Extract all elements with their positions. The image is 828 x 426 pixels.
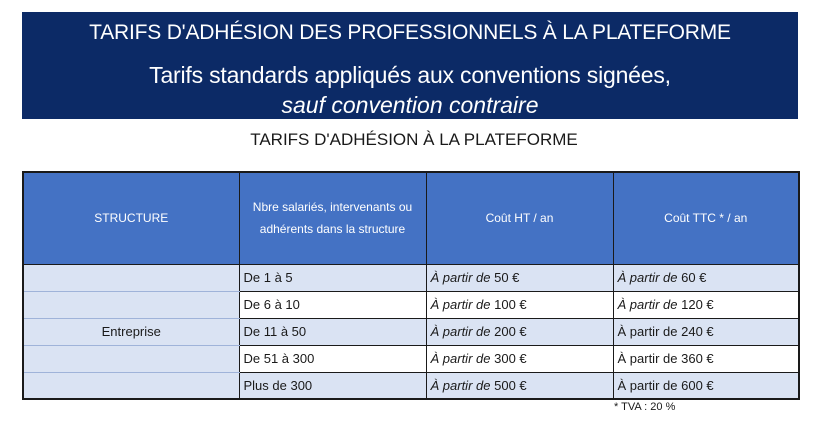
banner-title: TARIFS D'ADHÉSION DES PROFESSIONNELS À LA PLATEFORME: [89, 21, 731, 44]
ht-cell: [426, 291, 613, 318]
ttc-cell: [613, 291, 799, 318]
range-cell: De 11 à 50: [239, 318, 426, 345]
range-cell: De 1 à 5: [239, 264, 426, 291]
range-cell: De 51 à 300: [239, 345, 426, 372]
table-row: [23, 264, 799, 291]
table-row: [23, 291, 799, 318]
table-row: [23, 372, 799, 399]
ttc-cell: [613, 264, 799, 291]
header-structure: STRUCTURE: [23, 172, 239, 264]
ttc-value: 240 €: [681, 324, 714, 339]
ht-value: 50 €: [494, 270, 520, 285]
ttc-prefix: À partir de: [617, 297, 678, 312]
ttc-value: 600 €: [681, 377, 714, 393]
pricing-table: [22, 171, 800, 400]
ttc-cell: [613, 372, 799, 399]
ttc-prefix: À partir de: [617, 377, 678, 393]
ttc-prefix: À partir de: [617, 324, 678, 339]
structure-label: Entreprise: [23, 318, 239, 345]
ht-prefix: À partir de: [430, 377, 491, 393]
ht-prefix: À partir de: [430, 351, 491, 366]
header-cost-ttc: Coût TTC * / an: [613, 172, 799, 264]
title-banner: [22, 12, 798, 119]
ttc-prefix: À partir de: [617, 351, 678, 366]
ht-value: 500 €: [494, 377, 527, 393]
ht-value: 300 €: [494, 351, 527, 366]
table-title: TARIFS D'ADHÉSION À LA PLATEFORME: [250, 130, 578, 149]
ttc-cell: [613, 318, 799, 345]
header-cost-ht: Coût HT / an: [426, 172, 613, 264]
ttc-value: 360 €: [681, 351, 714, 366]
table-row: [23, 345, 799, 372]
ht-prefix: À partir de: [430, 324, 491, 339]
ht-cell: [426, 345, 613, 372]
ttc-value: 60 €: [681, 270, 707, 285]
range-cell: De 6 à 10: [239, 291, 426, 318]
ht-cell: [426, 318, 613, 345]
header-employees: Nbre salariés, intervenants ou adhérents dans la structure: [239, 172, 426, 264]
ttc-cell: [613, 345, 799, 372]
ht-prefix: À partir de: [430, 270, 491, 285]
structure-cell: [23, 345, 239, 372]
ht-value: 100 €: [494, 297, 527, 312]
banner-subtitle: Tarifs standards appliqués aux conventions signées,: [149, 62, 671, 88]
ht-value: 200 €: [494, 324, 527, 339]
ttc-prefix: À partir de: [617, 270, 678, 285]
structure-cell: [23, 372, 239, 399]
vat-note: * TVA : 20 %: [614, 401, 676, 413]
ht-cell: [426, 372, 613, 399]
ht-cell: [426, 264, 613, 291]
range-cell: Plus de 300: [239, 372, 426, 399]
table-header-row: [23, 172, 799, 264]
structure-cell: [23, 291, 239, 318]
banner-subtitle-italic: sauf convention contraire: [281, 92, 539, 118]
ttc-value: 120 €: [681, 297, 714, 312]
table-row: [23, 318, 799, 345]
ht-prefix: À partir de: [430, 297, 491, 312]
structure-cell: [23, 264, 239, 291]
